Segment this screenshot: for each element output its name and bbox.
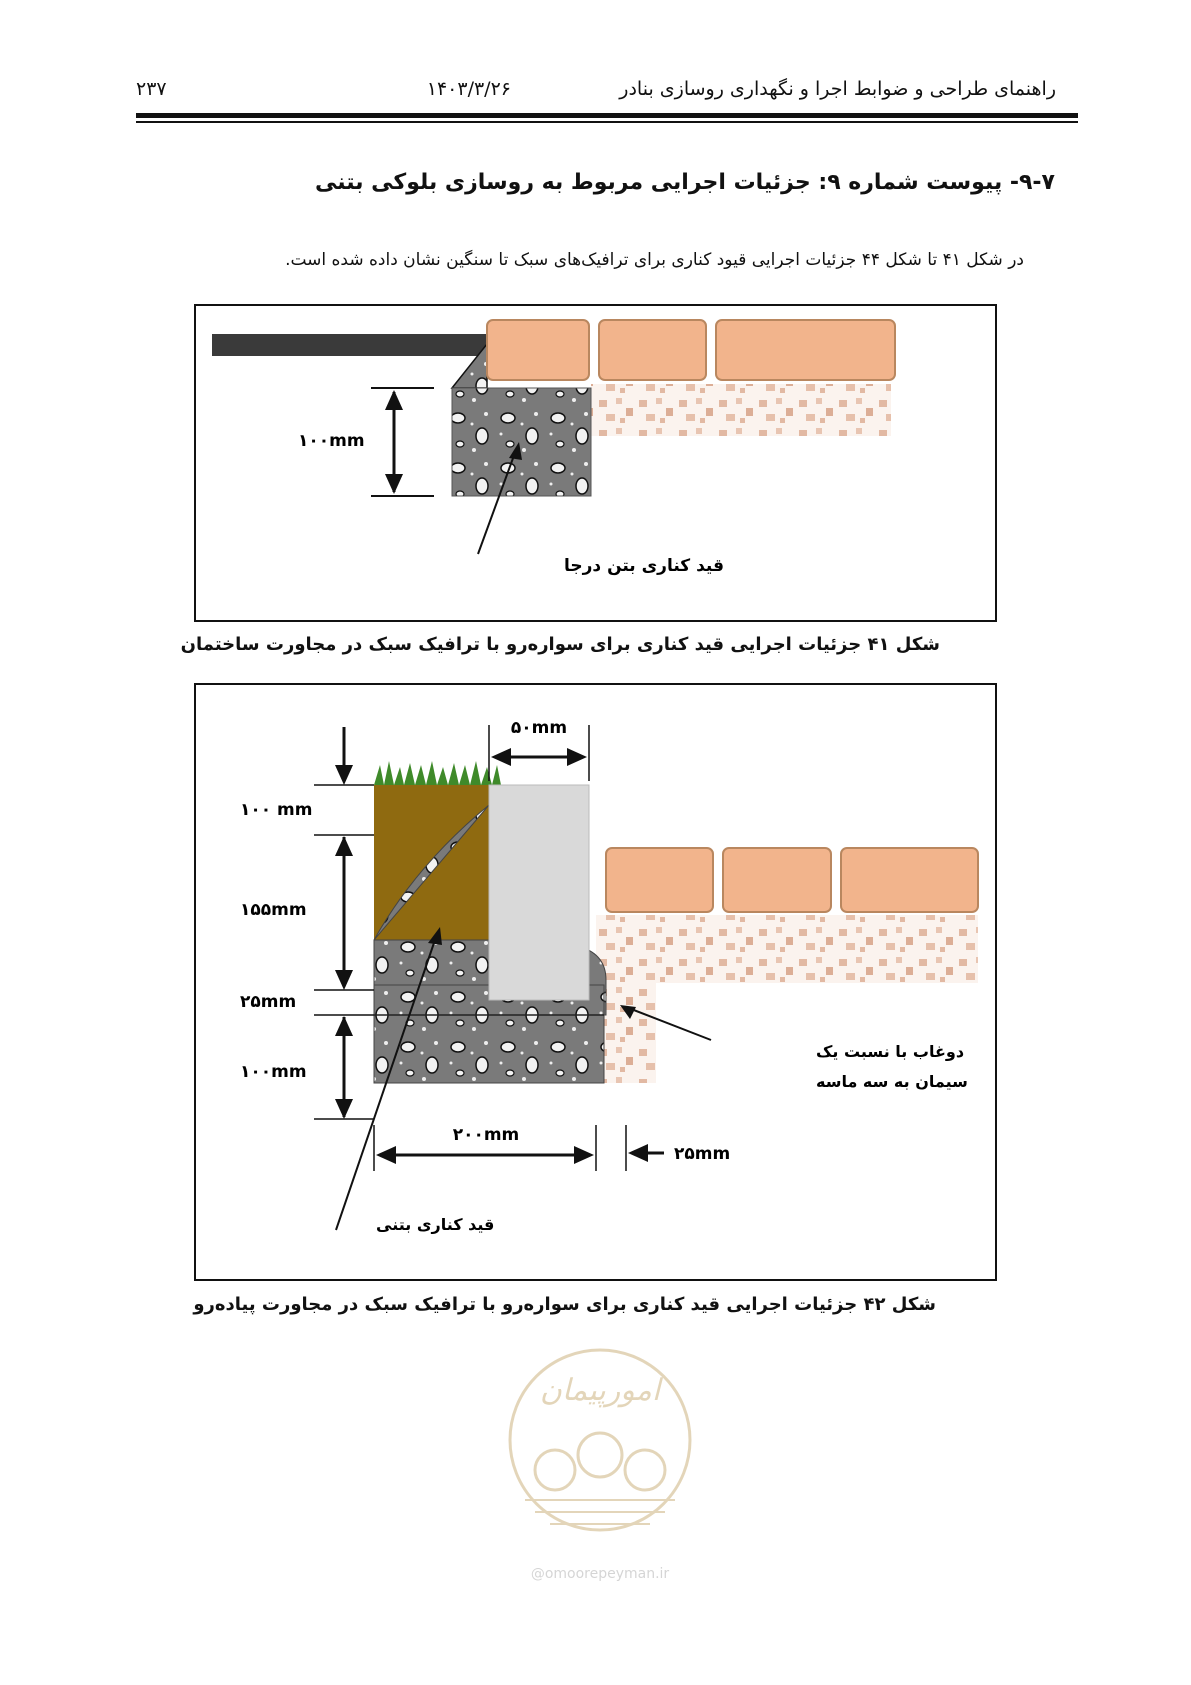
bedding-sand xyxy=(596,915,978,983)
watermark xyxy=(495,1340,705,1590)
building-slab xyxy=(212,334,487,356)
dimension-label: ۲۰۰mm xyxy=(452,1125,520,1145)
header-rule-thin xyxy=(136,121,1078,123)
header-rule-thick xyxy=(136,113,1078,118)
document-date: ۱۴۰۳/۳/۲۶ xyxy=(426,78,511,100)
section-title: ۹-۷- پیوست شماره ۹: جزئیات اجرایی مربوط به روسازی بلوکی بتنی xyxy=(315,170,1055,195)
figure-42-drawing xyxy=(196,685,995,1279)
dimension-label: ۵۰mm xyxy=(510,718,568,738)
dimension-label: ۱۰۰mm xyxy=(298,431,365,451)
paver-block xyxy=(841,848,978,912)
watermark-text: @omoorepeyman.ir xyxy=(530,1566,670,1582)
paver-block xyxy=(606,848,713,912)
paver-block xyxy=(716,320,895,380)
watermark-logo-text: امورپیمان xyxy=(539,1373,661,1408)
callout-label: قید کناری بتن درجا xyxy=(564,556,724,576)
figure-42-caption: شکل ۴۲ جزئیات اجرایی قید کناری برای سواره‌رو با ترافیک سبک در مجاورت پیاده‌رو xyxy=(193,1294,936,1315)
paver-block xyxy=(487,320,589,380)
page-number: ۲۳۷ xyxy=(136,78,167,100)
grass xyxy=(374,761,501,785)
watermark-logo xyxy=(495,1340,705,1590)
in-situ-concrete-restraint xyxy=(452,388,591,496)
dimension-label: ۱۰۰mm xyxy=(240,1062,307,1082)
figure-41-drawing xyxy=(196,306,995,620)
figure-41 xyxy=(194,304,997,622)
bedding-sand xyxy=(591,384,891,436)
dimension-label: ۲۵mm xyxy=(240,992,297,1012)
figure-42 xyxy=(194,683,997,1281)
dimension-label: ۱۰۰ mm xyxy=(240,800,313,820)
dimension-label: ۲۵mm xyxy=(674,1144,731,1164)
precast-curb xyxy=(489,785,589,1000)
mortar-callout-line2: سیمان به سه ماسه xyxy=(816,1072,968,1091)
paver-block xyxy=(599,320,706,380)
document-title: راهنمای طراحی و ضوابط اجرا و نگهداری روسازی بنادر xyxy=(619,78,1056,100)
page-header xyxy=(136,78,1056,108)
mortar-callout-line1: دوغاب با نسبت یک xyxy=(816,1042,965,1061)
paver-block xyxy=(723,848,831,912)
figure-41-caption: شکل ۴۱ جزئیات اجرایی قید کناری برای سواره‌رو با ترافیک سبک در مجاورت ساختمان xyxy=(180,634,940,655)
dimension-label: ۱۵۵mm xyxy=(240,900,307,920)
curb-callout: قید کناری بتنی xyxy=(376,1215,495,1234)
intro-paragraph: در شکل ۴۱ تا شکل ۴۴ جزئیات اجرایی قیود کناری برای ترافیک‌های سبک تا سنگین نشان داده شده است. xyxy=(285,250,1024,270)
